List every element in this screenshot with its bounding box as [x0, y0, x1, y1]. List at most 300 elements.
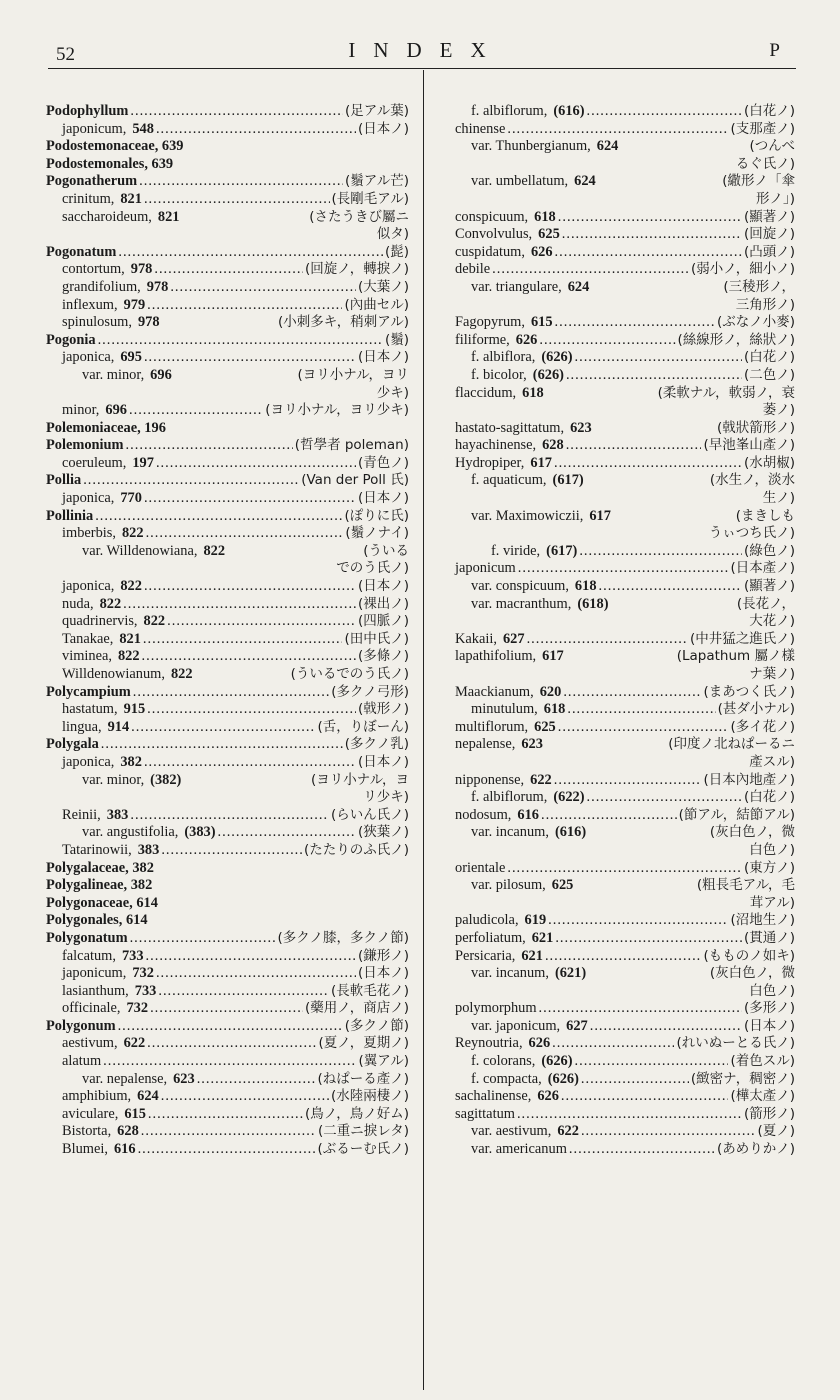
japanese-gloss: (多イ花ノ)	[730, 718, 795, 735]
leader-dots	[118, 244, 383, 262]
leader-dots	[144, 191, 330, 209]
page-reference: 915	[123, 701, 146, 718]
japanese-gloss: (夏ノ)	[757, 1123, 795, 1140]
japanese-gloss: (支那產ノ)	[730, 120, 795, 137]
index-entry	[46, 138, 409, 156]
entry-name: Polygalaceae, 382	[46, 859, 154, 876]
index-entry	[46, 209, 409, 227]
japanese-gloss: (回旋ノ)	[743, 226, 795, 243]
index-entry	[46, 877, 409, 895]
gloss-continuation: うぃつち氏ノ)	[708, 525, 795, 542]
japanese-gloss: (回旋ノ，轉捩ノ)	[305, 261, 409, 278]
gloss-continuation: 白色ノ)	[749, 982, 795, 999]
entry-name: minutulum,	[471, 701, 538, 718]
page-reference: 978	[130, 261, 153, 278]
entry-name: aestivum,	[62, 1035, 118, 1052]
index-entry	[455, 385, 795, 403]
index-entry	[46, 543, 409, 561]
japanese-gloss: (ヨリ小ナル，ヨリ少キ)	[265, 402, 409, 419]
entry-name: japonica,	[62, 490, 115, 507]
japanese-gloss: (あめりかノ)	[716, 1141, 795, 1158]
page-number: 52	[56, 44, 75, 65]
japanese-gloss: (鳥ノ，鳥ノ好ム)	[305, 1105, 409, 1122]
entry-name: debile	[455, 261, 491, 278]
japanese-gloss: (水生ノ，淡水	[709, 472, 795, 489]
index-entry	[455, 648, 795, 666]
entry-name: inflexum,	[62, 296, 118, 313]
leader-dots	[541, 807, 677, 825]
index-entry	[46, 983, 409, 1001]
entry-name: var. incanum,	[471, 965, 549, 982]
japanese-gloss: (日本ノ)	[357, 965, 409, 982]
gloss-continuation: でのう氏ノ)	[336, 560, 409, 577]
leader-dots	[590, 1018, 742, 1036]
leader-dots	[567, 701, 715, 719]
page-reference: 732	[132, 965, 154, 982]
entry-name: sachalinense,	[455, 1088, 532, 1105]
leader-dots	[150, 1000, 303, 1018]
page-reference: 621	[521, 947, 543, 964]
index-entry	[455, 1106, 795, 1124]
left-column	[46, 103, 409, 1159]
gloss-continuation: 生ノ)	[762, 490, 795, 507]
entry-name: var. japonicum,	[471, 1017, 561, 1034]
japanese-gloss: (夏ノ，夏期ノ)	[318, 1035, 409, 1052]
index-entry	[46, 261, 409, 279]
entry-name: Polygonaceae, 614	[46, 894, 158, 911]
leader-dots	[575, 349, 742, 367]
japanese-gloss: (粗長毛アル，毛	[696, 877, 795, 894]
index-entry	[455, 226, 795, 244]
page-reference: 615	[124, 1105, 146, 1122]
page-header	[56, 38, 796, 68]
entry-name: Polycampium	[46, 683, 131, 700]
page-reference: 382	[120, 753, 142, 770]
index-entry	[46, 666, 409, 684]
entry-name: f. bicolor,	[471, 366, 527, 383]
leader-dots	[197, 1071, 316, 1089]
page-reference: (616)	[553, 103, 585, 119]
page-reference: 622	[123, 1035, 146, 1052]
japanese-gloss: (多クノ弓形)	[331, 683, 409, 700]
leader-dots	[144, 754, 356, 772]
index-entry	[46, 103, 409, 121]
entry-name: Persicaria,	[455, 947, 516, 964]
gloss-continuation: 產スル)	[749, 753, 795, 770]
japanese-gloss: (二色ノ)	[743, 366, 795, 383]
index-entry	[455, 772, 795, 790]
japanese-gloss: (藥用ノ，商店ノ)	[305, 1000, 409, 1017]
page-reference: 979	[123, 296, 146, 313]
index-entry	[46, 525, 409, 543]
index-entry	[455, 824, 795, 842]
leader-dots	[103, 1053, 356, 1071]
leader-dots	[156, 121, 356, 139]
entry-name: contortum,	[62, 261, 125, 278]
page-reference: 622	[530, 771, 552, 788]
header-rule	[48, 68, 796, 69]
page-reference: 914	[107, 718, 130, 735]
japanese-gloss: (小刺多キ，稍刺アル)	[278, 314, 409, 331]
leader-dots	[147, 297, 342, 315]
leader-dots	[161, 1088, 329, 1106]
column-divider	[423, 70, 424, 1390]
entry-name: Polygalineae, 382	[46, 877, 153, 894]
japanese-gloss: (多クノ節)	[344, 1017, 409, 1034]
index-entry	[455, 578, 795, 596]
entry-name: japonicum	[455, 560, 516, 577]
japanese-gloss: (戟狀箭形ノ)	[716, 419, 795, 436]
index-entry	[46, 508, 409, 526]
japanese-gloss: (長剛毛アル)	[331, 190, 409, 207]
entry-name: cuspidatum,	[455, 243, 525, 260]
entry-name: Tatarinowii,	[62, 841, 132, 858]
japanese-gloss: (鬚ノナイ)	[345, 525, 409, 542]
leader-dots	[562, 226, 742, 244]
index-entry	[455, 1123, 795, 1141]
page-reference: 383	[137, 841, 160, 858]
entry-name: f. viride,	[491, 542, 541, 559]
japanese-gloss: (沼地生ノ)	[730, 912, 795, 929]
japanese-gloss: (印度ノ北ねぱーるニ	[668, 736, 795, 753]
japanese-gloss: (灰白色ノ，微	[709, 965, 795, 982]
leader-dots	[144, 490, 356, 508]
japanese-gloss: (Van der Poll 氏)	[301, 472, 409, 489]
index-entry	[46, 807, 409, 825]
index-entry	[455, 261, 795, 279]
leader-dots	[507, 860, 742, 878]
index-entry	[46, 613, 409, 631]
page-reference: (616)	[554, 824, 587, 841]
index-entry	[455, 807, 795, 825]
japanese-gloss: (大葉ノ)	[357, 278, 409, 295]
japanese-gloss: (長花ノ，	[736, 595, 795, 612]
entry-name: Bistorta,	[62, 1123, 112, 1140]
japanese-gloss: (狹葉ノ)	[357, 824, 409, 841]
page-reference: 627	[566, 1017, 588, 1034]
japanese-gloss: (れいぬーとる氏ノ)	[676, 1035, 795, 1052]
index-entry	[46, 719, 409, 737]
index-entry	[46, 860, 409, 878]
page-reference: 616	[517, 806, 539, 823]
japanese-gloss: (東方ノ)	[743, 859, 795, 876]
japanese-gloss: (ヨリ小ナル，ヨ	[310, 771, 409, 788]
japanese-gloss: (長軟毛花ノ)	[330, 982, 409, 999]
japanese-gloss: (髭)	[384, 243, 409, 260]
index-entry	[455, 965, 795, 983]
japanese-gloss: (日本內地產ノ)	[703, 771, 795, 788]
entry-name: nuda,	[62, 595, 94, 612]
japanese-gloss: (日本產ノ)	[730, 560, 795, 577]
page-reference: 548	[132, 120, 154, 137]
page-reference: 626	[537, 1088, 559, 1105]
page-reference: 628	[117, 1123, 139, 1140]
japanese-gloss: (日本ノ)	[357, 349, 409, 366]
leader-dots	[527, 631, 688, 649]
gloss-continuation: 茸アル)	[749, 894, 795, 911]
page-reference: 617	[530, 454, 552, 471]
page-reference: 383	[106, 806, 129, 823]
page-reference: 695	[120, 349, 142, 366]
page-reference: 623	[173, 1070, 195, 1087]
leader-dots	[148, 1106, 303, 1124]
index-entry	[46, 701, 409, 719]
page-reference: (622)	[553, 789, 585, 806]
page-reference: 620	[539, 683, 562, 700]
entry-name: polymorphum	[455, 1000, 537, 1017]
gloss-continuation: 大花ノ)	[749, 613, 795, 630]
index-entry	[46, 402, 409, 420]
leader-dots	[143, 631, 343, 649]
japanese-gloss: (着色スル)	[730, 1053, 795, 1070]
japanese-gloss: (樺太產ノ)	[730, 1088, 795, 1105]
index-entry	[46, 156, 409, 174]
page-reference: 732	[126, 1000, 149, 1017]
entry-name: f. compacta,	[471, 1070, 542, 1087]
index-entry	[455, 244, 795, 262]
leader-dots	[539, 332, 675, 350]
entry-name: quadrinervis,	[62, 613, 138, 630]
entry-name: Polygala	[46, 736, 99, 753]
leader-dots	[507, 121, 728, 139]
japanese-gloss: (つんべ	[749, 138, 795, 155]
entry-name: var. aestivum,	[471, 1123, 552, 1140]
index-entry	[455, 332, 795, 350]
leader-dots	[566, 437, 702, 455]
index-entry	[46, 948, 409, 966]
japanese-gloss: (Lapathum 屬ノ樣	[676, 648, 795, 665]
section-letter: P	[769, 40, 780, 61]
index-entry	[46, 965, 409, 983]
entry-name: Maackianum,	[455, 683, 534, 700]
leader-dots	[167, 613, 356, 631]
leader-dots	[131, 719, 315, 737]
entry-name: Convolvulus,	[455, 226, 533, 243]
page-reference: 623	[570, 419, 592, 436]
index-entry	[46, 648, 409, 666]
page-reference: 626	[528, 1035, 551, 1052]
index-entry	[455, 314, 795, 332]
page-reference: 618	[543, 701, 566, 718]
entry-name: Reinii,	[62, 806, 101, 823]
entry-name: hayachinense,	[455, 437, 537, 454]
japanese-gloss: (ねぱーる產ノ)	[317, 1070, 409, 1087]
entry-name: nepalense,	[455, 736, 516, 753]
index-entry	[455, 684, 795, 702]
entry-name: var. pilosum,	[471, 877, 546, 894]
entry-name: japonica,	[62, 753, 115, 770]
page-reference: 624	[574, 173, 596, 190]
entry-name: lasianthum,	[62, 982, 129, 999]
index-entry	[455, 560, 795, 578]
japanese-gloss: (哲學者 poleman)	[294, 437, 409, 454]
entry-name: var. incanum,	[471, 824, 549, 841]
entry-name: orientale	[455, 859, 506, 876]
entry-name: var. umbellatum,	[471, 173, 569, 190]
japanese-gloss: (灰白色ノ，微	[709, 824, 795, 841]
page-reference: 616	[113, 1141, 136, 1158]
entry-name: conspicuum,	[455, 208, 529, 225]
page-reference: 821	[157, 208, 180, 225]
entry-name: var. minor,	[82, 771, 145, 788]
entry-name: hastatum,	[62, 701, 118, 718]
leader-dots	[98, 332, 383, 350]
entry-name: f. colorans,	[471, 1053, 536, 1070]
leader-dots	[599, 578, 742, 596]
japanese-gloss: (ぽりに氏)	[344, 507, 409, 524]
japanese-gloss: (早池峯山產ノ)	[703, 437, 795, 454]
entry-name: lingua,	[62, 718, 102, 735]
index-entry	[46, 314, 409, 332]
leader-dots	[555, 314, 715, 332]
index-entry	[46, 631, 409, 649]
entry-name: hastato-sagittatum,	[455, 419, 565, 436]
page-reference: 618	[522, 384, 544, 401]
japanese-gloss: (內曲セル)	[344, 296, 409, 313]
leader-dots	[566, 367, 742, 385]
leader-dots	[569, 1141, 715, 1159]
page-reference: (626)	[541, 1053, 573, 1070]
leader-dots	[142, 648, 356, 666]
page-reference: 822	[120, 578, 142, 595]
index-entry	[46, 736, 409, 754]
gloss-continuation: 白色ノ)	[749, 841, 795, 858]
japanese-gloss: (ういる	[363, 542, 409, 559]
entry-name: falcatum,	[62, 947, 116, 964]
japanese-gloss: (らいん氏ノ)	[330, 806, 409, 823]
japanese-gloss: (白花ノ)	[743, 789, 795, 806]
entry-name: Pollia	[46, 472, 82, 489]
entry-name: Podostemonaceae, 639	[46, 138, 184, 155]
japanese-gloss: (さたうきび屬ニ	[309, 208, 409, 225]
japanese-gloss: (貫通ノ)	[743, 929, 795, 946]
gloss-continuation: 形ノ」)	[755, 190, 795, 207]
entry-name: coeruleum,	[62, 454, 127, 471]
entry-name: Blumei,	[62, 1141, 108, 1158]
japanese-gloss: (多形ノ)	[743, 1000, 795, 1017]
entry-name: Podophyllum	[46, 103, 129, 119]
leader-dots	[141, 1123, 316, 1141]
leader-dots	[139, 173, 343, 191]
japanese-gloss: (ういるでのう氏ノ)	[290, 666, 409, 682]
index-entry	[46, 349, 409, 367]
page-reference: 770	[120, 490, 142, 507]
leader-dots	[558, 209, 742, 227]
japanese-gloss: (青色ノ)	[357, 454, 409, 471]
page-reference: 978	[146, 278, 169, 295]
index-entry	[46, 367, 409, 385]
gloss-continuation: 三角形ノ)	[735, 296, 795, 313]
page-reference: 822	[203, 542, 226, 559]
entry-name: f. aquaticum,	[471, 472, 547, 489]
page-reference: 733	[134, 982, 157, 999]
index-entry	[455, 420, 795, 438]
index-entry	[455, 1088, 795, 1106]
entry-name: var. triangulare,	[471, 278, 562, 295]
japanese-gloss: (凸頭ノ)	[743, 243, 795, 260]
leader-dots	[563, 684, 701, 702]
entry-name: paludicola,	[455, 912, 519, 929]
japanese-gloss: (日本ノ)	[743, 1017, 795, 1034]
japanese-gloss: (鎌形ノ)	[357, 947, 409, 964]
index-entry	[46, 824, 409, 842]
index-entry	[46, 578, 409, 596]
japanese-gloss: (甚ダ小ナル)	[717, 701, 795, 718]
leader-dots	[156, 455, 356, 473]
page-reference: 197	[132, 454, 154, 471]
index-entry	[455, 1018, 795, 1036]
leader-dots	[548, 912, 728, 930]
japanese-gloss: (鬚アル芒)	[345, 173, 409, 190]
leader-dots	[579, 543, 742, 561]
page-reference: 615	[530, 314, 553, 331]
index-entry	[46, 121, 409, 139]
index-entry	[455, 543, 795, 561]
page-reference: 626	[530, 243, 553, 260]
entry-name: Polemoniaceae, 196	[46, 419, 166, 436]
leader-dots	[101, 736, 343, 754]
entry-name: Tanakae,	[62, 630, 114, 647]
leader-dots	[587, 103, 742, 121]
japanese-gloss: (顯著ノ)	[743, 578, 795, 595]
index-entry	[455, 631, 795, 649]
index-entry	[46, 437, 409, 455]
entry-name: f. albiflorum,	[471, 103, 548, 119]
entry-name: viminea,	[62, 648, 112, 665]
index-entry	[46, 420, 409, 438]
entry-name: f. albiflora,	[471, 349, 536, 366]
entry-name: var. conspicuum,	[471, 578, 569, 595]
japanese-gloss: (水胡椒)	[743, 454, 795, 471]
right-column	[455, 103, 795, 1159]
index-entry	[46, 596, 409, 614]
page-reference: 622	[557, 1123, 579, 1140]
page-reference: 822	[170, 666, 193, 682]
page-reference: 696	[150, 366, 172, 383]
leader-dots	[554, 772, 702, 790]
leader-dots	[154, 261, 303, 279]
entry-name: var. minor,	[82, 366, 145, 383]
japanese-gloss: (水陸兩棲ノ)	[330, 1088, 409, 1105]
page-reference: 821	[119, 630, 141, 647]
leader-dots	[575, 1053, 729, 1071]
japanese-gloss: (ぶるーむ氏ノ)	[317, 1141, 409, 1158]
index-entry	[455, 1035, 795, 1053]
leader-dots	[130, 930, 276, 948]
index-entry	[455, 121, 795, 139]
japanese-gloss: (ヨリ小ナル，ヨリ	[297, 366, 409, 383]
entry-name: Polygonum	[46, 1017, 116, 1034]
leader-dots	[129, 402, 263, 420]
index-entry	[46, 842, 409, 860]
entry-name: japonica,	[62, 349, 115, 366]
entry-name: var. americanum	[471, 1141, 567, 1158]
index-entry	[455, 472, 795, 490]
japanese-gloss: (節アル，結節アル)	[678, 806, 795, 823]
index-entry	[46, 173, 409, 191]
page-title: INDEX	[348, 38, 504, 62]
japanese-gloss: (翼アル)	[358, 1053, 409, 1070]
japanese-gloss: (戟形ノ)	[357, 701, 409, 718]
japanese-gloss: (舌，りぼーん)	[317, 718, 409, 735]
index-entry	[455, 209, 795, 227]
leader-dots	[144, 349, 356, 367]
entry-name: crinitum,	[62, 190, 115, 207]
entry-name: Hydropiper,	[455, 454, 525, 471]
index-entry	[455, 860, 795, 878]
leader-dots	[555, 244, 742, 262]
japanese-gloss: (多クノ乳)	[344, 736, 409, 753]
